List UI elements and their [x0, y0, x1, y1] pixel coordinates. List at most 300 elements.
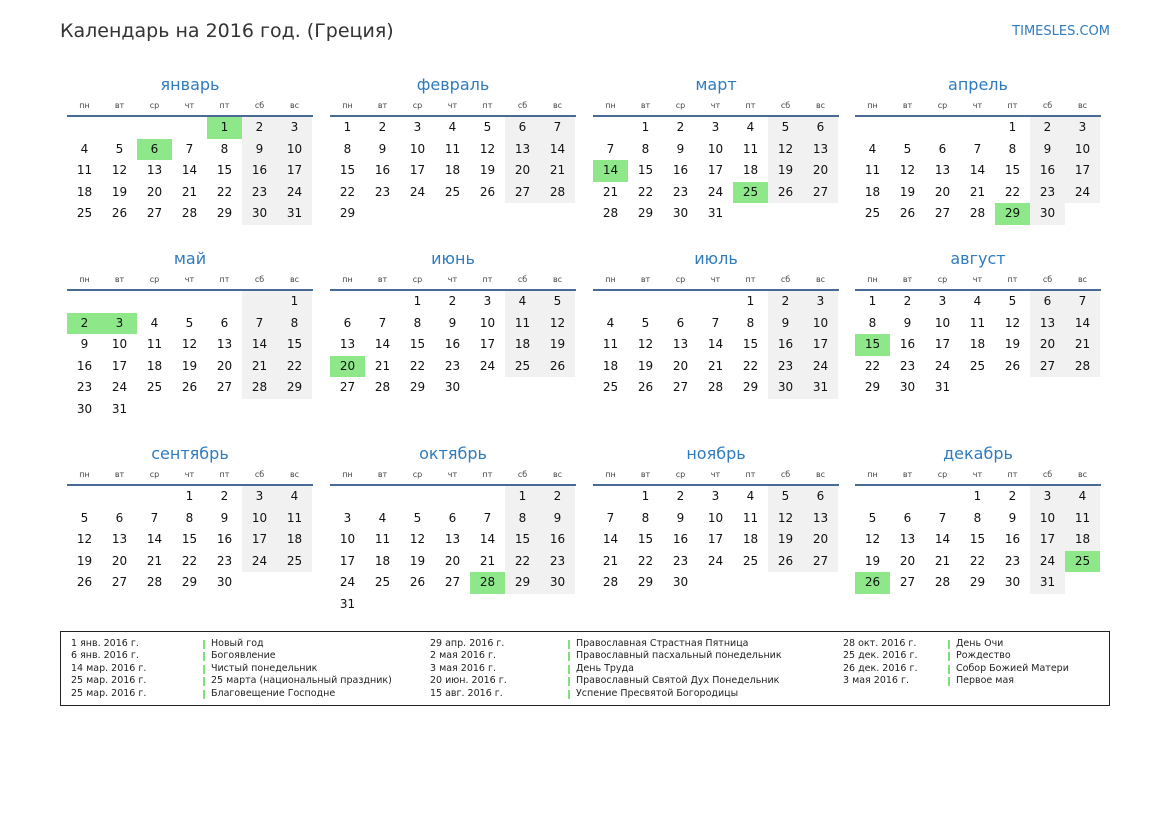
day-cell: 24: [707, 553, 724, 568]
day-cell: 17: [803, 334, 838, 356]
days-grid: [855, 117, 1101, 225]
empty-day-cell: [960, 117, 995, 139]
weekday-label: вс: [289, 275, 300, 284]
day-cell: 2: [1030, 117, 1065, 139]
day-cell: 26: [409, 575, 426, 590]
days-grid: [67, 291, 313, 421]
page-title: Календарь на 2016 год. (Греция): [60, 20, 394, 42]
day-cell: 15: [855, 334, 890, 356]
day-cell: 8: [413, 315, 422, 330]
day-cell: 24: [803, 356, 838, 378]
day-cell: 7: [1065, 291, 1100, 313]
day-cell: 18: [76, 184, 93, 199]
day-cell: 31: [277, 203, 312, 225]
holiday-legend: [60, 631, 1110, 706]
day-cell: 19: [409, 553, 426, 568]
month-calendar: [67, 247, 313, 421]
day-cell: 2: [903, 294, 912, 308]
day-cell: 17: [111, 358, 128, 373]
holiday-marker: [203, 665, 205, 674]
day-cell: 8: [185, 510, 194, 525]
day-cell: 18: [602, 358, 619, 373]
holiday-marker: [568, 677, 570, 686]
day-cell: 14: [602, 532, 619, 547]
day-cell: 13: [899, 532, 916, 547]
day-cell: 12: [768, 139, 803, 161]
weekday-label: сб: [517, 470, 528, 479]
day-cell: 23: [1030, 182, 1065, 204]
holiday-date: 25 мар. 2016 г.: [71, 675, 147, 687]
empty-day-cell: [330, 486, 365, 508]
weekday-label: пн: [79, 275, 90, 284]
holiday-date: 1 янв. 2016 г.: [71, 638, 139, 649]
day-cell: 20: [330, 356, 365, 378]
day-cell: 1: [641, 120, 650, 134]
day-cell: 17: [934, 337, 951, 352]
days-grid: [330, 291, 576, 399]
weekday-label: пт: [219, 101, 230, 110]
day-cell: 11: [969, 315, 986, 330]
day-cell: 22: [637, 184, 654, 199]
holiday-marker: [948, 652, 950, 661]
holiday-marker: [568, 690, 570, 699]
day-cell: 3: [343, 510, 352, 525]
day-cell: 11: [146, 337, 163, 352]
day-cell: 9: [1008, 510, 1017, 525]
day-cell: 5: [1008, 294, 1017, 308]
weekday-label: вс: [1077, 470, 1088, 479]
day-cell: 26: [768, 551, 803, 573]
day-cell: 10: [803, 313, 838, 335]
day-cell: 8: [1008, 141, 1017, 156]
day-cell: 26: [111, 206, 128, 221]
day-cell: 13: [444, 532, 461, 547]
day-cell: 6: [137, 139, 172, 161]
day-cell: 21: [479, 553, 496, 568]
month-name: июль: [694, 249, 738, 268]
day-cell: 27: [505, 182, 540, 204]
day-cell: 20: [146, 184, 163, 199]
day-cell: 31: [707, 206, 724, 221]
day-cell: 15: [969, 532, 986, 547]
day-cell: 21: [602, 184, 619, 199]
day-cell: 7: [540, 117, 575, 139]
day-cell: 23: [1004, 553, 1021, 568]
day-cell: 26: [1004, 358, 1021, 373]
weekday-label: вс: [1077, 101, 1088, 110]
weekday-header: [855, 271, 1101, 291]
day-cell: 16: [672, 163, 689, 178]
month-calendar: [67, 73, 313, 225]
day-cell: 29: [995, 203, 1030, 225]
day-cell: 21: [374, 358, 391, 373]
weekday-label: вт: [114, 275, 125, 284]
empty-day-cell: [698, 291, 733, 313]
day-cell: 30: [76, 401, 93, 416]
weekday-header: [330, 466, 576, 486]
weekday-label: ср: [412, 275, 423, 284]
day-cell: 29: [742, 380, 759, 395]
empty-day-cell: [855, 486, 890, 508]
day-cell: 10: [242, 508, 277, 530]
day-cell: 16: [374, 163, 391, 178]
day-cell: 13: [216, 337, 233, 352]
day-cell: 29: [969, 575, 986, 590]
weekday-label: вс: [289, 470, 300, 479]
month-name: ноябрь: [686, 444, 746, 463]
day-cell: 24: [707, 184, 724, 199]
day-cell: 23: [899, 358, 916, 373]
day-cell: 23: [216, 553, 233, 568]
empty-day-cell: [102, 291, 137, 313]
weekday-label: вт: [640, 101, 651, 110]
holiday-name: День Очи: [956, 638, 1004, 649]
day-cell: 29: [216, 206, 233, 221]
weekday-label: вт: [902, 101, 913, 110]
day-cell: 5: [540, 291, 575, 313]
weekday-label: вс: [552, 470, 563, 479]
holiday-marker: [568, 640, 570, 649]
day-cell: 21: [934, 553, 951, 568]
month-name: январь: [160, 75, 220, 94]
day-cell: 23: [76, 380, 93, 395]
weekday-label: чт: [447, 275, 458, 284]
day-cell: 12: [540, 313, 575, 335]
day-cell: 30: [242, 203, 277, 225]
weekday-label: чт: [710, 275, 721, 284]
weekday-label: ср: [149, 101, 160, 110]
holiday-date: 3 мая 2016 г.: [843, 675, 909, 687]
weekday-header: [593, 466, 839, 486]
day-cell: 1: [277, 291, 312, 313]
weekday-label: вс: [815, 470, 826, 479]
day-cell: 19: [540, 334, 575, 356]
empty-day-cell: [628, 291, 663, 313]
day-cell: 13: [339, 337, 356, 352]
day-cell: 3: [711, 489, 720, 503]
day-cell: 22: [864, 358, 881, 373]
day-cell: 12: [111, 163, 128, 178]
day-cell: 9: [220, 510, 229, 525]
day-cell: 28: [934, 575, 951, 590]
day-cell: 12: [409, 532, 426, 547]
weekday-label: ср: [937, 275, 948, 284]
day-cell: 24: [934, 358, 951, 373]
day-cell: 13: [934, 163, 951, 178]
day-cell: 24: [277, 182, 312, 204]
weekday-label: пн: [79, 470, 90, 479]
day-cell: 23: [540, 551, 575, 573]
month-calendar: [330, 247, 576, 399]
day-cell: 10: [934, 315, 951, 330]
day-cell: 3: [102, 313, 137, 335]
day-cell: 2: [768, 291, 803, 313]
day-cell: 5: [868, 510, 877, 525]
day-cell: 17: [707, 532, 724, 547]
day-cell: 15: [339, 163, 356, 178]
day-cell: 1: [1008, 120, 1017, 134]
empty-day-cell: [207, 291, 242, 313]
weekday-label: вс: [552, 101, 563, 110]
day-cell: 9: [676, 510, 685, 525]
day-cell: 14: [969, 163, 986, 178]
month-calendar: [855, 247, 1101, 399]
weekday-label: чт: [972, 470, 983, 479]
day-cell: 28: [969, 206, 986, 221]
day-cell: 3: [483, 294, 492, 308]
weekday-label: сб: [1042, 275, 1053, 284]
day-cell: 7: [938, 510, 947, 525]
day-cell: 21: [146, 553, 163, 568]
day-cell: 25: [1065, 551, 1100, 573]
holiday-date: 20 июн. 2016 г.: [430, 675, 507, 687]
day-cell: 12: [1004, 315, 1021, 330]
day-cell: 4: [80, 141, 89, 156]
day-cell: 13: [803, 139, 838, 161]
day-cell: 20: [934, 184, 951, 199]
empty-day-cell: [365, 486, 400, 508]
weekday-label: сб: [780, 101, 791, 110]
days-grid: [855, 291, 1101, 399]
day-cell: 17: [409, 163, 426, 178]
day-cell: 12: [899, 163, 916, 178]
day-cell: 17: [242, 529, 277, 551]
month-name: декабрь: [943, 444, 1013, 463]
day-cell: 22: [637, 553, 654, 568]
day-cell: 12: [768, 508, 803, 530]
day-cell: 1: [185, 489, 194, 503]
day-cell: 10: [409, 141, 426, 156]
day-cell: 27: [934, 206, 951, 221]
empty-day-cell: [890, 117, 925, 139]
day-cell: 26: [540, 356, 575, 378]
weekday-label: вт: [114, 101, 125, 110]
day-cell: 8: [641, 141, 650, 156]
weekday-label: вт: [902, 275, 913, 284]
empty-day-cell: [137, 486, 172, 508]
day-cell: 11: [374, 532, 391, 547]
weekday-header: [593, 97, 839, 117]
day-cell: 27: [444, 575, 461, 590]
day-cell: 11: [742, 510, 759, 525]
day-cell: 18: [742, 163, 759, 178]
day-cell: 22: [409, 358, 426, 373]
day-cell: 27: [803, 551, 838, 573]
day-cell: 30: [672, 575, 689, 590]
day-cell: 16: [76, 358, 93, 373]
day-cell: 1: [413, 294, 422, 308]
day-cell: 10: [707, 510, 724, 525]
day-cell: 10: [1030, 508, 1065, 530]
day-cell: 9: [1030, 139, 1065, 161]
day-cell: 4: [746, 489, 755, 503]
day-cell: 14: [479, 532, 496, 547]
day-cell: 8: [505, 508, 540, 530]
weekday-label: сб: [780, 275, 791, 284]
day-cell: 14: [1065, 313, 1100, 335]
day-cell: 11: [1065, 508, 1100, 530]
empty-day-cell: [890, 486, 925, 508]
day-cell: 23: [672, 553, 689, 568]
weekday-label: чт: [447, 470, 458, 479]
day-cell: 5: [768, 486, 803, 508]
day-cell: 18: [742, 532, 759, 547]
holiday-marker: [948, 665, 950, 674]
day-cell: 7: [973, 141, 982, 156]
day-cell: 17: [707, 163, 724, 178]
weekday-label: пт: [219, 275, 230, 284]
day-cell: 19: [899, 184, 916, 199]
day-cell: 8: [343, 141, 352, 156]
day-cell: 3: [938, 294, 947, 308]
day-cell: 8: [277, 313, 312, 335]
day-cell: 18: [146, 358, 163, 373]
holiday-name: Новый год: [211, 638, 264, 649]
day-cell: 1: [973, 489, 982, 503]
day-cell: 19: [864, 553, 881, 568]
day-cell: 27: [1030, 356, 1065, 378]
day-cell: 1: [868, 294, 877, 308]
empty-day-cell: [470, 486, 505, 508]
day-cell: 5: [80, 510, 89, 525]
day-cell: 1: [505, 486, 540, 508]
weekday-header: [67, 97, 313, 117]
day-cell: 13: [505, 139, 540, 161]
weekday-header: [330, 97, 576, 117]
day-cell: 24: [1065, 182, 1100, 204]
weekday-label: пн: [605, 101, 616, 110]
day-cell: 25: [76, 206, 93, 221]
day-cell: 5: [483, 120, 492, 134]
day-cell: 4: [868, 141, 877, 156]
empty-day-cell: [172, 117, 207, 139]
holiday-date: 26 дек. 2016 г.: [843, 662, 918, 674]
day-cell: 23: [444, 358, 461, 373]
day-cell: 25: [374, 575, 391, 590]
day-cell: 4: [1065, 486, 1100, 508]
day-cell: 6: [343, 315, 352, 330]
day-cell: 20: [444, 553, 461, 568]
holiday-date: 29 апр. 2016 г.: [430, 638, 505, 649]
day-cell: 25: [969, 358, 986, 373]
weekday-header: [855, 97, 1101, 117]
day-cell: 25: [146, 380, 163, 395]
month-name: октябрь: [419, 444, 487, 463]
empty-day-cell: [137, 291, 172, 313]
day-cell: 30: [1030, 203, 1065, 225]
day-cell: 7: [483, 510, 492, 525]
day-cell: 1: [343, 120, 352, 134]
day-cell: 2: [540, 486, 575, 508]
holiday-name: Собор Божией Матери: [956, 662, 1069, 674]
empty-day-cell: [365, 291, 400, 313]
weekday-label: чт: [184, 101, 195, 110]
day-cell: 9: [540, 508, 575, 530]
day-cell: 30: [672, 206, 689, 221]
weekday-label: пн: [342, 101, 353, 110]
empty-day-cell: [925, 117, 960, 139]
days-grid: [67, 486, 313, 594]
day-cell: 11: [864, 163, 881, 178]
holiday-date: 25 мар. 2016 г.: [71, 687, 147, 699]
days-grid: [855, 486, 1101, 594]
weekday-label: сб: [254, 275, 265, 284]
holiday-name: Рождество: [956, 650, 1011, 662]
day-cell: 4: [448, 120, 457, 134]
day-cell: 29: [409, 380, 426, 395]
day-cell: 1: [641, 489, 650, 503]
day-cell: 13: [1030, 313, 1065, 335]
weekday-header: [330, 271, 576, 291]
weekday-label: пн: [605, 275, 616, 284]
weekday-label: пт: [745, 101, 756, 110]
day-cell: 18: [374, 553, 391, 568]
weekday-label: ср: [149, 275, 160, 284]
weekday-label: вт: [377, 470, 388, 479]
day-cell: 29: [339, 206, 356, 221]
day-cell: 6: [115, 510, 124, 525]
day-cell: 5: [641, 315, 650, 330]
day-cell: 6: [803, 117, 838, 139]
weekday-label: пт: [482, 275, 493, 284]
month-name: февраль: [416, 75, 490, 94]
empty-day-cell: [925, 486, 960, 508]
day-cell: 1: [746, 294, 755, 308]
day-cell: 4: [505, 291, 540, 313]
month-name: август: [950, 249, 1006, 268]
day-cell: 15: [181, 532, 198, 547]
weekday-label: пн: [867, 470, 878, 479]
day-cell: 12: [76, 532, 93, 547]
day-cell: 20: [216, 358, 233, 373]
day-cell: 21: [602, 553, 619, 568]
day-cell: 19: [768, 529, 803, 551]
days-grid: [593, 486, 839, 594]
weekday-label: пт: [482, 101, 493, 110]
day-cell: 10: [707, 141, 724, 156]
day-cell: 19: [76, 553, 93, 568]
weekday-label: чт: [972, 275, 983, 284]
weekday-label: чт: [710, 470, 721, 479]
day-cell: 21: [181, 184, 198, 199]
day-cell: 3: [277, 117, 312, 139]
empty-day-cell: [102, 117, 137, 139]
weekday-label: вт: [640, 470, 651, 479]
weekday-label: сб: [780, 470, 791, 479]
day-cell: 15: [505, 529, 540, 551]
month-calendar: [593, 442, 839, 594]
brand-link[interactable]: TIMESLES.COM: [1012, 24, 1110, 39]
day-cell: 15: [277, 334, 312, 356]
day-cell: 14: [146, 532, 163, 547]
weekday-label: ср: [412, 470, 423, 479]
day-cell: 22: [181, 553, 198, 568]
holiday-date: 3 мая 2016 г.: [430, 662, 496, 674]
day-cell: 1: [207, 117, 242, 139]
day-cell: 8: [973, 510, 982, 525]
day-cell: 23: [672, 184, 689, 199]
weekday-label: сб: [1042, 101, 1053, 110]
day-cell: 30: [216, 575, 233, 590]
day-cell: 25: [444, 184, 461, 199]
holiday-name: День Труда: [576, 662, 634, 674]
month-calendar: [855, 73, 1101, 225]
weekday-label: вс: [815, 275, 826, 284]
holiday-name: Чистый понедельник: [211, 662, 318, 674]
weekday-label: сб: [254, 101, 265, 110]
day-cell: 24: [111, 380, 128, 395]
day-cell: 20: [803, 529, 838, 551]
